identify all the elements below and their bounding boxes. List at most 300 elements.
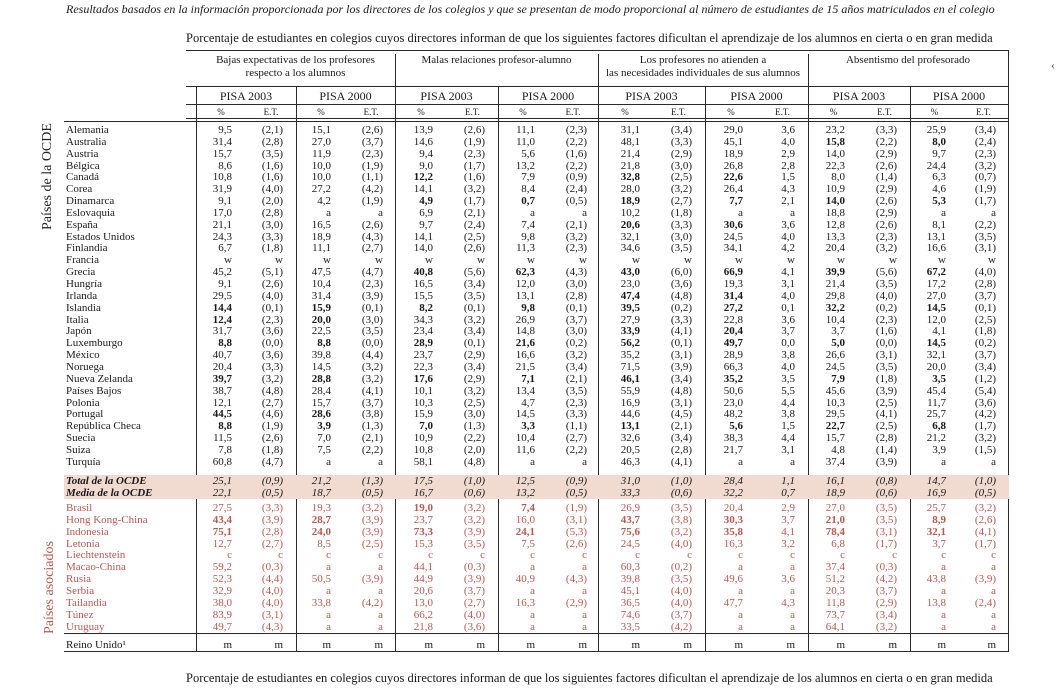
- value-cell: m: [836, 639, 845, 651]
- se-cell: (3,0): [565, 325, 587, 337]
- value-cell: 8,4: [521, 183, 535, 195]
- se-cell: c: [480, 549, 485, 561]
- unit-se: E.T.: [775, 107, 790, 117]
- se-cell: (1,9): [565, 502, 587, 514]
- value-cell: 10,4: [311, 278, 331, 290]
- value-cell: a: [941, 585, 946, 597]
- country-name: Grecia: [66, 266, 96, 278]
- value-cell: 33,3: [620, 487, 640, 499]
- se-cell: (3,2): [974, 432, 996, 444]
- value-cell: 23,7: [413, 514, 433, 526]
- table-row: [0, 349, 1061, 361]
- value-cell: 46,3: [620, 456, 640, 468]
- country-name: Túnez: [66, 609, 94, 621]
- country-name: Corea: [66, 183, 93, 195]
- se-cell: (2,3): [361, 278, 383, 290]
- value-cell: 39,7: [212, 373, 232, 385]
- se-cell: (4,0): [974, 266, 996, 278]
- value-cell: 20,5: [620, 444, 640, 456]
- value-cell: 26,9: [515, 314, 535, 326]
- se-cell: (3,2): [361, 373, 383, 385]
- value-cell: 8,6: [218, 160, 232, 172]
- value-cell: 12,2: [413, 171, 433, 183]
- se-cell: (2,2): [974, 219, 996, 231]
- unit-pct: %: [829, 107, 838, 117]
- se-cell: (0,2): [974, 337, 996, 349]
- se-cell: (3,1): [670, 397, 692, 409]
- value-cell: 14,8: [515, 325, 535, 337]
- country-name: Italia: [66, 314, 89, 326]
- value-cell: a: [530, 621, 535, 633]
- se-cell: 3,8: [781, 408, 795, 420]
- table-row: [0, 597, 1061, 609]
- se-cell: (4,3): [361, 231, 383, 243]
- group-header-needs: Los profesores no atienden a las necesidades individuales de sus alumnos: [606, 54, 800, 79]
- table-row: [0, 408, 1061, 420]
- se-cell: (4,2): [875, 573, 897, 585]
- value-cell: 10,8: [413, 444, 433, 456]
- se-cell: 1,5: [781, 420, 795, 432]
- se-cell: (2,6): [875, 219, 897, 231]
- se-cell: (3,2): [565, 231, 587, 243]
- value-cell: 12,4: [212, 314, 232, 326]
- value-cell: 16,0: [515, 514, 535, 526]
- se-cell: (3,3): [670, 314, 692, 326]
- table-row: [0, 573, 1061, 585]
- value-cell: 64,1: [825, 621, 845, 633]
- value-cell: 13,0: [413, 597, 433, 609]
- value-cell: 10,0: [311, 171, 331, 183]
- value-cell: 66,9: [723, 266, 743, 278]
- value-cell: m: [631, 639, 640, 651]
- value-cell: 13,1: [926, 231, 946, 243]
- se-cell: (2,6): [875, 195, 897, 207]
- se-cell: 4,0: [781, 136, 795, 148]
- se-cell: (3,7): [463, 585, 485, 597]
- value-cell: 13,2: [515, 160, 535, 172]
- value-cell: 28,0: [620, 183, 640, 195]
- se-cell: (0,3): [261, 561, 283, 573]
- table-row: [0, 361, 1061, 373]
- se-cell: (4,6): [261, 408, 283, 420]
- se-cell: (3,6): [670, 278, 692, 290]
- value-cell: 45,1: [723, 136, 743, 148]
- value-cell: a: [941, 456, 946, 468]
- value-cell: 9,0: [419, 160, 433, 172]
- value-cell: 10,4: [825, 314, 845, 326]
- value-cell: 11,9: [312, 148, 331, 160]
- value-cell: 18,9: [620, 195, 640, 207]
- se-cell: a: [991, 621, 996, 633]
- country-name: República Checa: [66, 420, 141, 432]
- unit-pct: %: [519, 107, 527, 117]
- value-cell: 13,1: [620, 420, 640, 432]
- value-cell: 35,2: [723, 373, 743, 385]
- value-cell: 28,9: [723, 349, 743, 361]
- value-cell: 32,2: [723, 487, 743, 499]
- value-cell: 17,5: [413, 475, 433, 487]
- se-cell: (1,2): [974, 373, 996, 385]
- se-cell: (4,8): [670, 385, 692, 397]
- value-cell: 44,9: [413, 573, 433, 585]
- value-cell: 14,5: [311, 361, 331, 373]
- value-cell: 31,4: [723, 290, 743, 302]
- se-cell: (3,0): [463, 408, 485, 420]
- se-cell: (0,8): [875, 475, 897, 487]
- se-cell: (3,5): [565, 385, 587, 397]
- se-cell: (2,6): [463, 242, 485, 254]
- value-cell: 24,5: [825, 361, 845, 373]
- country-name: Japón: [66, 325, 92, 337]
- value-cell: 26,8: [723, 160, 743, 172]
- table-row: [0, 302, 1061, 314]
- value-cell: 4,2: [317, 195, 331, 207]
- value-cell: 16,1: [825, 475, 845, 487]
- value-cell: 10,1: [413, 385, 433, 397]
- value-cell: 14,1: [413, 231, 433, 243]
- value-cell: 38,7: [212, 385, 232, 397]
- se-cell: (0,3): [463, 561, 485, 573]
- se-cell: (3,4): [463, 325, 485, 337]
- se-cell: (4,0): [875, 290, 897, 302]
- value-cell: 9,7: [932, 148, 946, 160]
- value-cell: 34,6: [620, 242, 640, 254]
- table-row: [0, 561, 1061, 573]
- se-cell: (1,6): [565, 148, 587, 160]
- se-cell: (2,9): [875, 207, 897, 219]
- main-header: Porcentaje de estudiantes en colegios cuyos directores informan de que los siguientes factores dificultan el aprendizaje de los alumnos en cierta o en gran medida: [186, 31, 993, 45]
- value-cell: 10,0: [311, 160, 331, 172]
- country-name: Rusia: [66, 573, 92, 585]
- se-cell: (3,7): [361, 397, 383, 409]
- se-cell: (5,1): [261, 266, 283, 278]
- se-cell: (4,2): [974, 408, 996, 420]
- value-cell: 22,1: [212, 487, 232, 499]
- value-cell: 43,7: [620, 514, 640, 526]
- rule-body-top: [64, 121, 1009, 122]
- value-cell: 29,5: [212, 290, 232, 302]
- se-cell: (2,9): [875, 183, 897, 195]
- value-cell: 49,6: [723, 573, 743, 585]
- se-cell: (3,9): [670, 361, 692, 373]
- value-cell: 13,1: [515, 290, 535, 302]
- se-cell: (3,2): [463, 514, 485, 526]
- se-cell: (4,3): [565, 573, 587, 585]
- se-cell: (0,1): [974, 302, 996, 314]
- se-cell: (5,6): [875, 266, 897, 278]
- value-cell: a: [530, 585, 535, 597]
- se-cell: (3,9): [361, 514, 383, 526]
- value-cell: 11,1: [312, 242, 331, 254]
- se-cell: (1,9): [361, 160, 383, 172]
- se-cell: (2,3): [875, 231, 897, 243]
- se-cell: (6,0): [670, 266, 692, 278]
- value-cell: 0,7: [521, 195, 535, 207]
- se-cell: a: [790, 456, 795, 468]
- value-cell: a: [530, 609, 535, 621]
- value-cell: 74,6: [620, 609, 640, 621]
- country-name: Francia: [66, 254, 99, 266]
- se-cell: (2,7): [670, 195, 692, 207]
- se-cell: (2,7): [261, 397, 283, 409]
- value-cell: 58,1: [413, 456, 433, 468]
- rule-top: [186, 50, 1009, 51]
- pisa-label: PISA 2003: [832, 89, 886, 103]
- se-cell: (0,5): [974, 487, 996, 499]
- value-cell: 37,4: [825, 561, 845, 573]
- value-cell: 24,5: [723, 231, 743, 243]
- table-row: [0, 444, 1061, 456]
- value-cell: 28,8: [311, 373, 331, 385]
- value-cell: 13,3: [825, 231, 845, 243]
- se-cell: m: [374, 639, 383, 651]
- value-cell: 14,0: [825, 195, 845, 207]
- se-cell: (3,4): [974, 124, 996, 136]
- se-cell: (1,9): [261, 420, 283, 432]
- country-name: Indonesia: [66, 526, 109, 538]
- se-cell: (4,1): [670, 325, 692, 337]
- country-name: Estados Unidos: [66, 231, 135, 243]
- table-row: [0, 514, 1061, 526]
- value-cell: 56,2: [620, 337, 640, 349]
- se-cell: (3,2): [974, 502, 996, 514]
- value-cell: 29,5: [825, 408, 845, 420]
- value-cell: 12,0: [515, 278, 535, 290]
- se-cell: (4,7): [361, 266, 383, 278]
- table-row: [0, 195, 1061, 207]
- value-cell: 26,6: [825, 349, 845, 361]
- se-cell: (3,5): [875, 514, 897, 526]
- value-cell: 27,0: [825, 502, 845, 514]
- value-cell: 47,7: [723, 597, 743, 609]
- se-cell: a: [378, 621, 383, 633]
- value-cell: 11,5: [213, 432, 232, 444]
- se-cell: (3,4): [670, 373, 692, 385]
- value-cell: 22,8: [723, 314, 743, 326]
- value-cell: 27,0: [926, 290, 946, 302]
- value-cell: 66,2: [413, 609, 433, 621]
- value-cell: 14,7: [926, 475, 946, 487]
- value-cell: 11,7: [927, 397, 946, 409]
- country-name: Letonia: [66, 538, 100, 550]
- se-cell: m: [987, 639, 996, 651]
- se-cell: 3,1: [781, 444, 795, 456]
- se-cell: (3,2): [463, 314, 485, 326]
- se-cell: 1,1: [781, 475, 795, 487]
- se-cell: a: [790, 561, 795, 573]
- value-cell: 27,0: [311, 136, 331, 148]
- se-cell: (2,0): [261, 195, 283, 207]
- value-cell: w: [425, 254, 433, 266]
- country-name: Alemania: [66, 124, 109, 136]
- table-row: [0, 148, 1061, 160]
- value-cell: 45,6: [825, 385, 845, 397]
- value-cell: 21,4: [620, 148, 640, 160]
- value-cell: a: [738, 561, 743, 573]
- se-cell: (4,4): [361, 349, 383, 361]
- value-cell: 50,6: [723, 385, 743, 397]
- value-cell: 22,6: [723, 171, 743, 183]
- se-cell: a: [790, 621, 795, 633]
- table-row: [0, 171, 1061, 183]
- se-cell: (3,6): [463, 621, 485, 633]
- value-cell: 23,7: [413, 349, 433, 361]
- value-cell: 35,8: [723, 526, 743, 538]
- se-cell: (3,5): [670, 242, 692, 254]
- se-cell: (0,0): [361, 337, 383, 349]
- value-cell: 14,5: [926, 302, 946, 314]
- se-cell: a: [582, 561, 587, 573]
- value-cell: 15,7: [311, 397, 331, 409]
- value-cell: 9,4: [419, 148, 433, 160]
- value-cell: 20,4: [723, 502, 743, 514]
- value-cell: 36,5: [620, 597, 640, 609]
- pisa-label: PISA 2003: [219, 89, 273, 103]
- se-cell: (3,7): [361, 136, 383, 148]
- value-cell: 17,0: [212, 207, 232, 219]
- value-cell: 29,0: [723, 124, 743, 136]
- se-cell: (2,9): [875, 148, 897, 160]
- country-name: Noruega: [66, 361, 104, 373]
- se-cell: (3,4): [565, 361, 587, 373]
- value-cell: m: [937, 639, 946, 651]
- value-cell: 21,8: [620, 160, 640, 172]
- country-name: Luxemburgo: [66, 337, 123, 349]
- value-cell: 6,8: [831, 538, 845, 550]
- se-cell: (0,1): [565, 302, 587, 314]
- se-cell: (3,9): [361, 526, 383, 538]
- table-row: [0, 337, 1061, 349]
- se-cell: (2,8): [261, 207, 283, 219]
- se-cell: 1,5: [781, 171, 795, 183]
- se-cell: (2,1): [261, 124, 283, 136]
- value-cell: a: [738, 456, 743, 468]
- country-name: Eslovaquia: [66, 207, 115, 219]
- country-name: Suecia: [66, 432, 96, 444]
- value-cell: 11,0: [516, 136, 535, 148]
- se-cell: (4,0): [670, 585, 692, 597]
- se-cell: c: [790, 549, 795, 561]
- value-cell: 10,8: [212, 171, 232, 183]
- value-cell: 73,3: [413, 526, 433, 538]
- se-cell: (2,2): [565, 136, 587, 148]
- value-cell: 8,2: [419, 302, 433, 314]
- se-cell: (2,8): [670, 444, 692, 456]
- value-cell: 20,4: [825, 242, 845, 254]
- se-cell: (3,5): [463, 538, 485, 550]
- value-cell: 5,0: [831, 337, 845, 349]
- value-cell: 26,9: [620, 502, 640, 514]
- value-cell: 9,8: [521, 231, 535, 243]
- se-cell: (1,9): [463, 136, 485, 148]
- se-cell: (2,7): [361, 242, 383, 254]
- se-cell: (4,3): [261, 621, 283, 633]
- se-cell: (2,8): [261, 136, 283, 148]
- se-cell: (4,0): [261, 585, 283, 597]
- value-cell: 44,6: [620, 408, 640, 420]
- value-cell: 27,5: [212, 502, 232, 514]
- value-cell: a: [530, 207, 535, 219]
- se-cell: (3,0): [670, 231, 692, 243]
- se-cell: a: [582, 585, 587, 597]
- se-cell: a: [991, 561, 996, 573]
- value-cell: 15,7: [825, 432, 845, 444]
- se-cell: (1,8): [974, 325, 996, 337]
- se-cell: (4,1): [974, 526, 996, 538]
- country-name: Turquía: [66, 456, 101, 468]
- value-cell: 45,4: [926, 385, 946, 397]
- se-cell: (3,1): [974, 242, 996, 254]
- value-cell: 7,0: [317, 432, 331, 444]
- se-cell: m: [683, 639, 692, 651]
- se-cell: (3,0): [361, 314, 383, 326]
- unit-se: E.T.: [877, 107, 892, 117]
- se-cell: (1,3): [361, 475, 383, 487]
- value-cell: 22,5: [311, 325, 331, 337]
- se-cell: 3,6: [781, 124, 795, 136]
- value-cell: 9,7: [419, 219, 433, 231]
- se-cell: 2,1: [781, 195, 795, 207]
- se-cell: w: [579, 254, 587, 266]
- value-cell: w: [735, 254, 743, 266]
- unit-pct: %: [317, 107, 325, 117]
- se-cell: 4,0: [781, 290, 795, 302]
- se-cell: (3,3): [875, 124, 897, 136]
- se-cell: w: [275, 254, 283, 266]
- value-cell: 26,4: [723, 183, 743, 195]
- se-cell: (0,3): [875, 561, 897, 573]
- country-name: Nueva Zelanda: [66, 373, 133, 385]
- se-cell: (0,6): [875, 487, 897, 499]
- table-row: [0, 432, 1061, 444]
- se-cell: (3,5): [875, 502, 897, 514]
- se-cell: (3,9): [463, 526, 485, 538]
- value-cell: 31,1: [620, 124, 640, 136]
- value-cell: 12,5: [515, 475, 535, 487]
- se-cell: (3,0): [670, 160, 692, 172]
- se-cell: (2,4): [974, 597, 996, 609]
- value-cell: c: [840, 549, 845, 561]
- se-cell: (0,9): [261, 475, 283, 487]
- value-cell: 31,9: [212, 183, 232, 195]
- se-cell: m: [888, 639, 897, 651]
- value-cell: m: [223, 639, 232, 651]
- country-name: Irlanda: [66, 290, 98, 302]
- value-cell: 10,3: [413, 397, 433, 409]
- country-name: Media de la OCDE: [66, 487, 153, 499]
- se-cell: (2,5): [974, 314, 996, 326]
- value-cell: 37,4: [825, 456, 845, 468]
- value-cell: 66,3: [723, 361, 743, 373]
- pisa-label: PISA 2000: [730, 89, 783, 103]
- value-cell: 40,8: [413, 266, 433, 278]
- value-cell: 16,3: [723, 538, 743, 550]
- value-cell: 28,4: [723, 475, 743, 487]
- unit-se: E.T.: [465, 107, 480, 117]
- se-cell: (3,9): [974, 573, 996, 585]
- country-name: México: [66, 349, 100, 361]
- value-cell: 23,2: [825, 124, 845, 136]
- value-cell: 30,3: [723, 514, 743, 526]
- value-cell: m: [734, 639, 743, 651]
- value-cell: 18,9: [825, 487, 845, 499]
- se-cell: (3,8): [361, 408, 383, 420]
- se-cell: (4,0): [261, 183, 283, 195]
- se-cell: (2,9): [463, 373, 485, 385]
- country-name: Hong Kong-China: [66, 514, 148, 526]
- value-cell: 13,9: [413, 124, 433, 136]
- value-cell: 35,2: [620, 349, 640, 361]
